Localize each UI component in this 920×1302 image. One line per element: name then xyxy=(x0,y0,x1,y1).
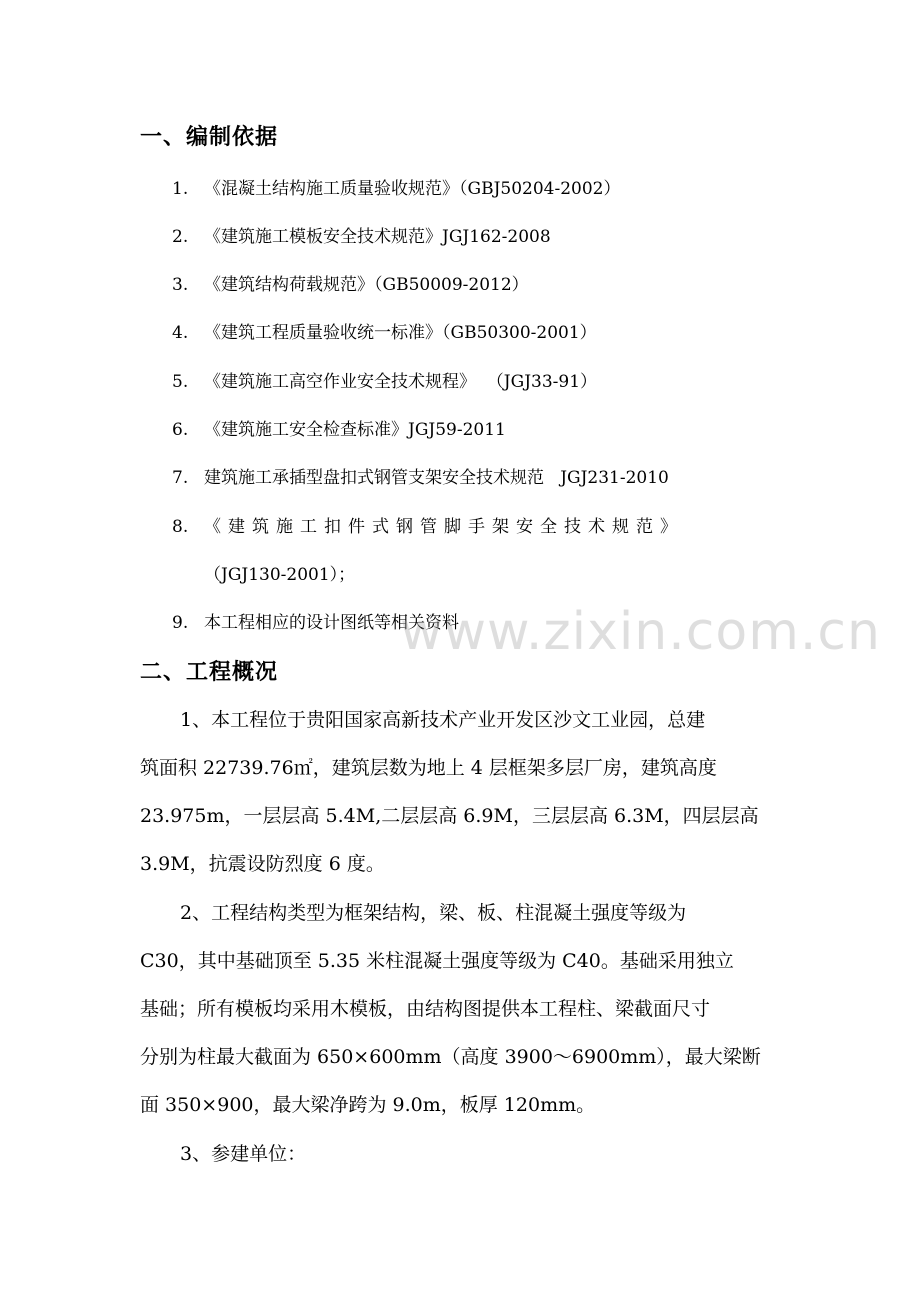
reference-text: 《建筑施工高空作业安全技术规程》 （JGJ33-91） xyxy=(204,372,598,392)
paragraph-line: 面 350×900，最大梁净跨为 9.0m，板厚 120mm。 xyxy=(140,1094,596,1116)
reference-item xyxy=(172,463,669,488)
reference-number: 9. xyxy=(172,613,189,633)
paragraph-line: 3、参建单位： xyxy=(180,1143,307,1165)
reference-text: 《建筑施工扣件式钢管脚手架安全技术规范》 xyxy=(204,517,684,537)
reference-number: 7. xyxy=(172,468,189,488)
section-heading-basis: 一、编制依据 xyxy=(140,125,279,150)
reference-number: 5. xyxy=(172,372,189,392)
reference-item xyxy=(172,270,529,295)
reference-text: 建筑施工承插型盘扣式钢管支架安全技术规范 JGJ231-2010 xyxy=(204,468,669,488)
reference-item xyxy=(172,512,784,537)
reference-text: 《建筑工程质量验收统一标准》（GB50300-2001） xyxy=(204,323,597,343)
reference-text: 《建筑施工模板安全技术规范》JGJ162-2008 xyxy=(204,227,551,247)
reference-item xyxy=(172,318,597,343)
reference-item xyxy=(172,415,506,440)
paragraph-line: 基础；所有模板均采用木模板，由结构图提供本工程柱、梁截面尺寸 xyxy=(140,998,711,1020)
reference-text: 《混凝土结构施工质量验收规范》（GBJ50204-2002） xyxy=(204,179,621,199)
reference-text: 《建筑结构荷载规范》（GB50009-2012） xyxy=(204,275,529,295)
reference-number: 4. xyxy=(172,323,189,343)
reference-number: 8. xyxy=(172,517,189,537)
paragraph-line: 1、本工程位于贵阳国家高新技术产业开发区沙文工业园，总建 xyxy=(180,709,706,731)
paragraph-line: 2、工程结构类型为框架结构，梁、板、柱混凝土强度等级为 xyxy=(180,902,687,924)
reference-text: 本工程相应的设计图纸等相关资料 xyxy=(204,613,459,633)
reference-number: 3. xyxy=(172,275,189,295)
reference-number: 1. xyxy=(172,179,189,199)
paragraph-line: 3.9M，抗震设防烈度 6 度。 xyxy=(140,853,385,875)
paragraph-line: 分别为柱最大截面为 650×600mm（高度 3900～6900mm），最大梁断 xyxy=(140,1046,761,1068)
reference-item xyxy=(172,367,597,392)
reference-item xyxy=(172,174,620,199)
reference-continuation: （JGJ130-2001）； xyxy=(204,565,356,585)
reference-text: 《建筑施工安全检查标准》JGJ59-2011 xyxy=(204,420,506,440)
reference-number: 6. xyxy=(172,420,189,440)
watermark-text: www.zixin.com.cn xyxy=(400,602,881,662)
reference-item xyxy=(172,222,551,247)
paragraph-line: 筑面积 22739.76㎡，建筑层数为地上 4 层框架多层厂房，建筑高度 xyxy=(140,757,717,779)
paragraph-line: C30，其中基础顶至 5.35 米柱混凝土强度等级为 C40。基础采用独立 xyxy=(140,950,734,972)
paragraph-line: 23.975m，一层层高 5.4M,二层层高 6.9M，三层层高 6.3M，四层层高 xyxy=(140,805,759,827)
reference-number: 2. xyxy=(172,227,189,247)
section-heading-overview: 二、工程概况 xyxy=(140,660,279,685)
